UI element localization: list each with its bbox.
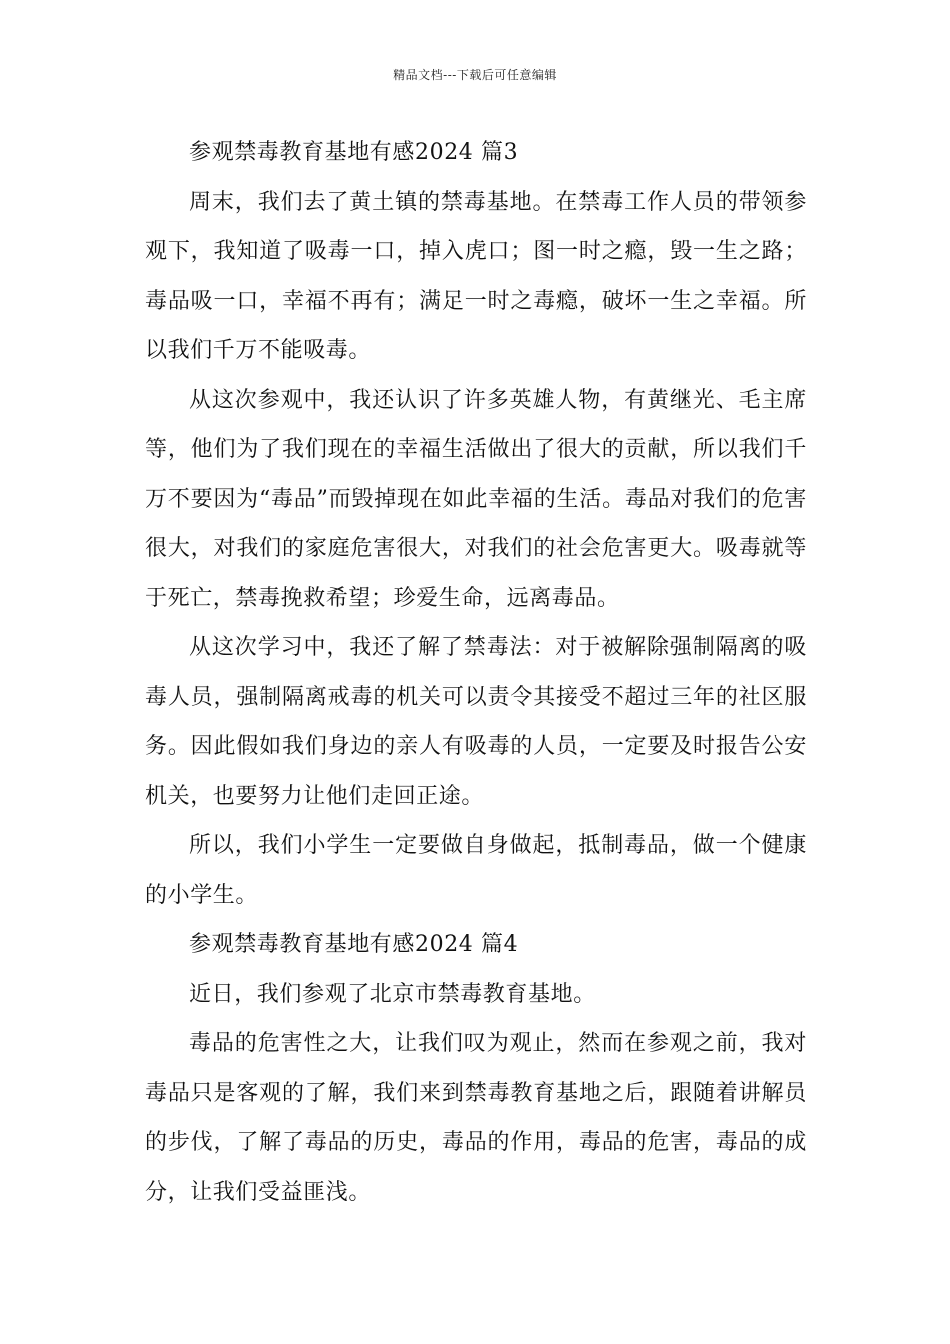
document-body (145, 128, 807, 1217)
paragraph: 从这次参观中，我还认识了许多英雄人物，有黄继光、毛主席等，他们为了我们现在的幸福生活做出了很大的贡献，所以我们千万不要因为“毒品”而毁掉现在如此幸福的生活。毒品对我们的危害很大，对我们的家庭危害很大，对我们的社会危害更大。吸毒就等于死亡，禁毒挽救希望；珍爱生命，远离毒品。 (145, 387, 807, 611)
paragraph: 从这次学习中，我还了解了禁毒法：对于被解除强制隔离的吸毒人员，强制隔离戒毒的机关可以责令其接受不超过三年的社区服务。因此假如我们身边的亲人有吸毒的人员，一定要及时报告公安机关，也要努力让他们走回正途。 (145, 635, 807, 809)
section-heading-3: 参观禁毒教育基地有感2024 篇3 (189, 140, 519, 165)
paragraph: 毒品的危害性之大，让我们叹为观止，然而在参观之前，我对毒品只是客观的了解，我们来到禁毒教育基地之后，跟随着讲解员的步伐，了解了毒品的历史，毒品的作用，毒品的危害，毒品的成分，让我们受益匪浅。 (145, 1031, 807, 1205)
paragraph: 所以，我们小学生一定要做自身做起，抵制毒品，做一个健康的小学生。 (145, 833, 807, 908)
section-heading-4: 参观禁毒教育基地有感2024 篇4 (189, 932, 519, 957)
paragraph: 近日，我们参观了北京市禁毒教育基地。 (189, 981, 596, 1007)
page-header: 精品文档---下载后可任意编辑 (393, 68, 557, 82)
paragraph: 周末，我们去了黄土镇的禁毒基地。在禁毒工作人员的带领参观下，我知道了吸毒一口，掉入虎口；图一时之瘾，毁一生之路；毒品吸一口，幸福不再有；满足一时之毒瘾，破坏一生之幸福。所以我们千万不能吸毒。 (145, 189, 807, 363)
